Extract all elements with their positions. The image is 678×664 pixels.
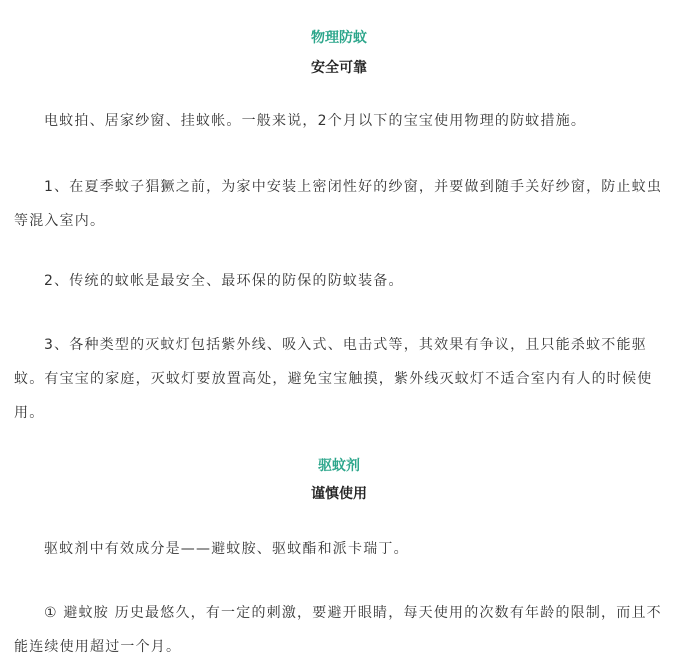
paragraph-item-mosquito-lamps: 3、各种类型的灭蚊灯包括紫外线、吸入式、电击式等，其效果有争议，且只能杀蚊不能驱蚊。有宝宝的家庭，灭蚊灯要放置高处，避免宝宝触摸，紫外线灭蚊灯不适合室内有人的时候使用。	[14, 337, 653, 421]
section-subheading-use-carefully: 谨慎使用	[311, 486, 367, 502]
paragraph-intro-physical: 电蚊拍、居家纱窗、挂蚊帐。一般来说，2个月以下的宝宝使用物理的防蚊措施。	[44, 113, 587, 129]
paragraph-intro-repellent: 驱蚊剂中有效成分是——避蚊胺、驱蚊酯和派卡瑞丁。	[44, 541, 409, 557]
paragraph-item-window-screens: 1、在夏季蚊子猖獗之前，为家中安装上密闭性好的纱窗，并要做到随手关好纱窗，防止蚊虫等混入室内。	[14, 179, 663, 229]
paragraph-item-deet: ① 避蚊胺 历史最悠久，有一定的刺激，要避开眼睛，每天使用的次数有年龄的限制，而且不能连续使用超过一个月。	[14, 605, 662, 655]
paragraph-item-mosquito-net: 2、传统的蚊帐是最安全、最环保的防保的防蚊装备。	[44, 273, 404, 289]
section-subheading-safe-reliable: 安全可靠	[311, 60, 367, 76]
section-heading-repellent: 驱蚊剂	[318, 458, 360, 474]
section-heading-physical-mosquito-control: 物理防蚊	[311, 30, 367, 46]
